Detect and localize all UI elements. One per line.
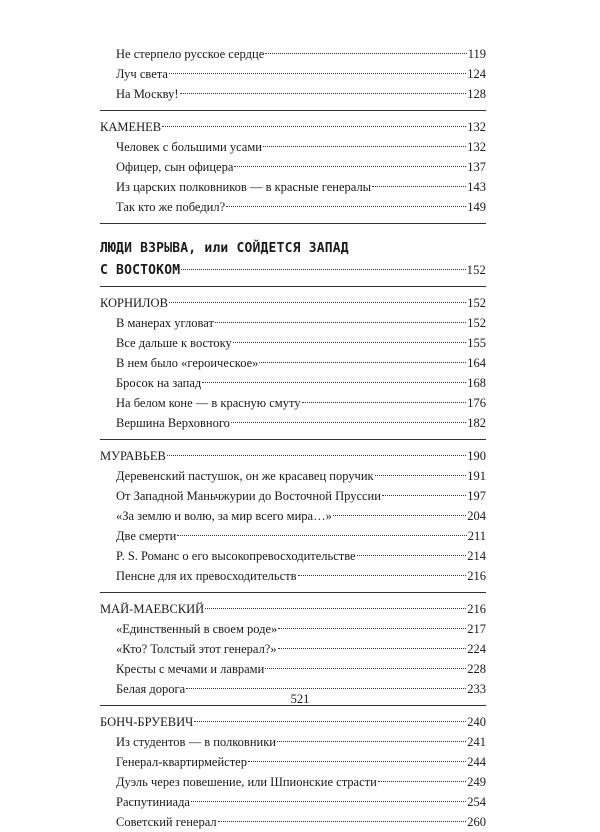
toc-chapter-heading	[100, 293, 486, 313]
toc-entry	[100, 466, 486, 486]
entry-title: Дуэль через повешение, или Шпионские страсти	[116, 775, 377, 789]
entry-page: 244	[467, 755, 486, 769]
leader-dots	[382, 495, 466, 496]
chapter-title: КОРНИЛОВ	[100, 296, 168, 310]
divider	[100, 110, 486, 111]
leader-dots	[162, 126, 466, 127]
entry-page: 197	[467, 489, 486, 503]
entry-page: 137	[467, 160, 486, 174]
toc-group-kamenev	[100, 117, 486, 217]
toc-entry	[100, 84, 486, 104]
entry-page: 176	[467, 396, 486, 410]
toc-chapter-heading	[100, 599, 486, 619]
table-of-contents	[100, 44, 486, 832]
leader-dots	[233, 342, 466, 343]
chapter-page: 240	[467, 715, 486, 729]
chapter-page: 216	[467, 602, 486, 616]
leader-dots	[202, 382, 466, 383]
leader-dots	[265, 53, 466, 54]
entry-title: Из студентов — в полковники	[116, 735, 276, 749]
entry-title: На Москву!	[116, 87, 179, 101]
entry-title: Генерал-квартирмейстер	[116, 755, 247, 769]
toc-entry	[100, 659, 486, 679]
leader-dots	[234, 166, 466, 167]
leader-dots	[248, 761, 466, 762]
entry-page: 249	[467, 775, 486, 789]
entry-page: 152	[467, 316, 486, 330]
leader-dots	[218, 821, 467, 822]
entry-title: Офицер, сын офицера	[116, 160, 234, 174]
leader-dots	[357, 555, 467, 556]
entry-title: Луч света	[116, 67, 168, 81]
toc-group-bonchbruevich	[100, 712, 486, 832]
entry-title: P. S. Романс о его высокопревосходительстве	[116, 549, 356, 563]
chapter-title: МУРАВЬЕВ	[100, 449, 166, 463]
entry-title: «За землю и волю, за мир всего мира…»	[116, 509, 332, 523]
toc-entry	[100, 752, 486, 772]
leader-dots	[298, 575, 467, 576]
toc-entry	[100, 197, 486, 217]
chapter-title: МАЙ-МАЕВСКИЙ	[100, 602, 205, 616]
toc-group-continued	[100, 44, 486, 104]
part-title-row	[100, 260, 486, 280]
part-title-line2: С ВОСТОКОМ	[100, 263, 181, 278]
entry-title: В нем было «героическое»	[116, 356, 259, 370]
entry-title: «Единственный в своем роде»	[116, 622, 278, 636]
entry-page: 164	[467, 356, 486, 370]
toc-entry	[100, 373, 486, 393]
leader-dots	[372, 186, 466, 187]
leader-dots	[215, 322, 466, 323]
toc-entry	[100, 353, 486, 373]
leader-dots	[378, 781, 466, 782]
entry-title: На белом коне — в красную смуту	[116, 396, 301, 410]
entry-title: Пенсне для их превосходительств	[116, 569, 297, 583]
toc-entry	[100, 506, 486, 526]
toc-entry	[100, 812, 486, 832]
entry-title: Белая дорога	[116, 682, 186, 696]
entry-page: 211	[467, 529, 486, 543]
toc-entry	[100, 772, 486, 792]
entry-title: «Кто? Толстый этот генерал?»	[116, 642, 277, 656]
entry-page: 191	[467, 469, 486, 483]
entry-title: В манерах угловат	[116, 316, 214, 330]
chapter-page: 190	[467, 449, 486, 463]
entry-page: 224	[467, 642, 486, 656]
toc-entry	[100, 566, 486, 586]
toc-entry	[100, 393, 486, 413]
divider	[100, 286, 486, 287]
entry-page: 216	[467, 569, 486, 583]
entry-title: Советский генерал	[116, 815, 217, 829]
entry-page: 143	[467, 180, 486, 194]
toc-chapter-heading	[100, 117, 486, 137]
toc-entry	[100, 639, 486, 659]
leader-dots	[205, 608, 466, 609]
entry-page: 168	[467, 376, 486, 390]
leader-dots	[226, 206, 466, 207]
entry-page: 149	[467, 200, 486, 214]
leader-dots	[259, 362, 466, 363]
leader-dots	[167, 455, 466, 456]
toc-entry	[100, 546, 486, 566]
toc-entry	[100, 619, 486, 639]
entry-page: 119	[467, 47, 486, 61]
toc-entry	[100, 137, 486, 157]
leader-dots	[302, 402, 467, 403]
leader-dots	[180, 93, 467, 94]
divider	[100, 439, 486, 440]
entry-title: Распутиниада	[116, 795, 190, 809]
toc-group-muravyev	[100, 446, 486, 586]
entry-title: Так кто же победил?	[116, 200, 226, 214]
toc-entry	[100, 413, 486, 433]
toc-part-heading	[100, 238, 486, 280]
toc-chapter-heading	[100, 712, 486, 732]
entry-page: 124	[467, 67, 486, 81]
entry-page: 241	[467, 735, 486, 749]
chapter-title: КАМЕНЕВ	[100, 120, 162, 134]
toc-entry	[100, 486, 486, 506]
entry-title: Деревенский пастушок, он же красавец поручик	[116, 469, 374, 483]
entry-title: От Западной Маньчжурии до Восточной Пруссии	[116, 489, 381, 503]
entry-page: 132	[467, 140, 486, 154]
entry-page: 233	[467, 682, 486, 696]
toc-entry	[100, 64, 486, 84]
toc-entry	[100, 313, 486, 333]
leader-dots	[169, 302, 466, 303]
entry-page: 204	[467, 509, 486, 523]
leader-dots	[375, 475, 467, 476]
toc-chapter-heading	[100, 446, 486, 466]
leader-dots	[277, 741, 466, 742]
leader-dots	[278, 648, 467, 649]
part-title-line1: ЛЮДИ ВЗРЫВА, или СОЙДЕТСЯ ЗАПАД	[100, 241, 349, 256]
entry-title: Не стерпело русское сердце	[116, 47, 265, 61]
entry-page: 182	[467, 416, 486, 430]
leader-dots	[191, 801, 466, 802]
entry-page: 217	[467, 622, 486, 636]
toc-entry	[100, 177, 486, 197]
leader-dots	[181, 269, 465, 270]
toc-entry	[100, 157, 486, 177]
page-number: 521	[290, 692, 310, 706]
toc-group-kornilov	[100, 293, 486, 433]
entry-title: Человек с большими усами	[116, 140, 262, 154]
entry-page: 254	[467, 795, 486, 809]
entry-page: 260	[467, 815, 486, 829]
entry-title: Из царских полковников — в красные генералы	[116, 180, 372, 194]
chapter-title: БОНЧ-БРУЕВИЧ	[100, 715, 194, 729]
leader-dots	[177, 535, 466, 536]
part-page: 152	[466, 263, 486, 277]
leader-dots	[186, 688, 466, 689]
toc-entry	[100, 333, 486, 353]
entry-title: Бросок на запад	[116, 376, 202, 390]
entry-page: 155	[467, 336, 486, 350]
entry-title: Вершина Верховного	[116, 416, 230, 430]
entry-page: 228	[467, 662, 486, 676]
leader-dots	[231, 422, 466, 423]
toc-entry	[100, 526, 486, 546]
leader-dots	[194, 721, 466, 722]
entry-title: Две смерти	[116, 529, 177, 543]
leader-dots	[265, 668, 466, 669]
leader-dots	[333, 515, 466, 516]
leader-dots	[169, 73, 466, 74]
toc-group-maymaevsky	[100, 599, 486, 699]
toc-entry	[100, 732, 486, 752]
toc-entry	[100, 44, 486, 64]
entry-page: 214	[467, 549, 486, 563]
entry-title: Все дальше к востоку	[116, 336, 232, 350]
leader-dots	[278, 628, 466, 629]
chapter-page: 132	[467, 120, 486, 134]
leader-dots	[263, 146, 466, 147]
entry-page: 128	[467, 87, 486, 101]
chapter-page: 152	[467, 296, 486, 310]
divider	[100, 592, 486, 593]
toc-entry	[100, 792, 486, 812]
entry-title: Кресты с мечами и лаврами	[116, 662, 265, 676]
divider	[100, 223, 486, 224]
